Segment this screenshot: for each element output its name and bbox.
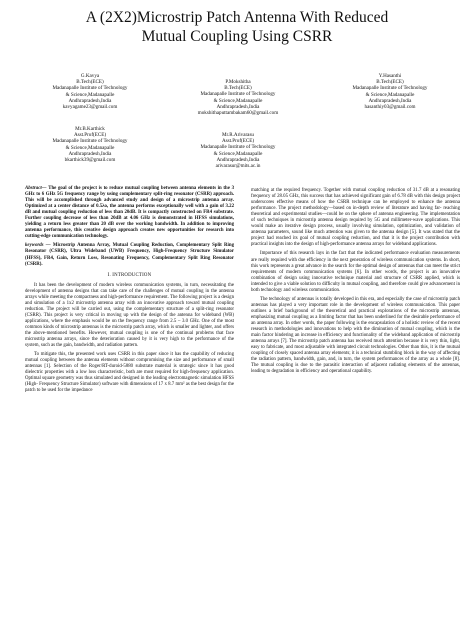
author-dept: B.Tech(ECE) <box>76 79 104 86</box>
right-column <box>251 188 460 378</box>
author-inst: & Science,Madanapalle <box>213 150 263 157</box>
author-name: Mr.B.Karthick <box>75 126 105 132</box>
author-dept: Asst.Prof(ECE) <box>221 138 255 145</box>
author-place: Andhrapradesh,India <box>368 97 412 104</box>
left-column <box>25 186 234 398</box>
author-email: hasanthiy03@gmail.com <box>364 104 416 111</box>
author-inst: & Science,Madanapalle <box>65 91 115 98</box>
keywords-label: keywords — <box>25 243 53 249</box>
author-inst: & Science,Madanapalle <box>365 91 415 98</box>
author-place: Andhrapradesh,India <box>68 97 112 104</box>
author-inst: & Science,Madanapalle <box>65 144 115 151</box>
author-block-3 <box>325 73 455 110</box>
author-email: mokshithaputtambakam60@gmail.com <box>197 110 279 117</box>
abstract-text: The goal of the project is to reduce mutual coupling between antenna elements in the 3 GHz to 6 GHz 5G frequency range by using complementary split-ring resonator (CSRR) approach. This will be accomplished through advanced study and design of a microstrip antenna array. Optimized at a center distance of 0.5λo, the antenna performs exceptionally well with a gain of 3.22 dB and mutual coupling reduction of less than 20dB. It is compactly constructed on FR4 substrate. Further coupling decrease of less than 20dB at 4.06 GHz is demonstrated in HFSS simulations, yielding a return less greater than 20 dB over the working bandwidth. In addition to improving antenna performance, this creative design approach creates new opportunities for research into cutting-edge communication technology. <box>25 186 234 240</box>
author-name: G.Kavya <box>80 73 100 79</box>
author-inst: & Science,Madanapalle <box>213 97 263 104</box>
author-place: Andhrapradesh,India <box>216 103 260 110</box>
paper-title-line-1: A (2X2)Microstrip Patch Antenna With Reduced <box>85 9 389 26</box>
author-inst: Madanapalle Institute of Technology <box>52 138 128 145</box>
author-dept: B.Tech(ECE) <box>376 79 404 86</box>
author-block-5 <box>168 132 308 169</box>
author-inst: Madanapalle Institute of Technology <box>200 144 276 151</box>
author-place: Andhrapradesh,India <box>216 156 260 163</box>
author-dept: B.Tech(ECE) <box>224 85 252 92</box>
author-inst: Madanapalle Institute of Technology <box>352 85 428 92</box>
author-dept: Asst.Prof(ECE) <box>73 132 107 139</box>
keywords-text: Microstrip Antenna Array, Mutual Coupling Reduction, Complementary Split Ring Resonator (CSRR), Ultra Wideband (UWB) Frequency, High-Frequency Structure Simulator (HFSS), FR4, Gain, Return Loss, Resonating Frequency, Complementary Split Ring Resonator (CSRR). <box>25 243 234 267</box>
author-inst: Madanapalle Institute of Technology <box>200 91 276 98</box>
author-name: Mr.R.Arivarasu <box>222 132 254 138</box>
paragraph: The technology of antennas is totally developed in this era, and especially the case of microstrip patch antennas has played a very important role in the development of wireless communication. This paper outlines a brief background of the theoretical and practical explorations of the microstrip antennas, emphasizing mutual coupling as a limiting factor that has been underlined for the desirable performance of an antenna array. In other words, the paper following is the encapsulation of a holistic review of the recent research in methodologies and innovations to help with the diminution of mutual coupling, which is the main factor hindering an increase in efficiency and functionality of the wideband application of microstrip antenna arrays [7]. The microstrip patch antenna has received much attention because it is very thin, light, easy to fabricate, and most adjustable with integrated circuit technologies. Other than this, it is the mutual coupling of closely spaced antenna array elements; it is a technical stumbling block in the way of affecting the radiation pattern, bandwidth, gain, and, in turn, the system performances of the array as a whole [8]. The mutual coupling is due to the parasitic interaction of adjacent radiating elements of the antennas, leading to degradation in efficiency and operational capability. <box>251 296 460 375</box>
author-name: P.Mokshitha <box>225 79 251 85</box>
paper-title-line-2: Mutual Coupling Using CSRR <box>141 28 333 45</box>
keywords <box>25 243 234 267</box>
paragraph: matching at the required frequency. Together with mutual coupling reduction of 31.7 dB at a resonating frequency of 28.05 GHz, this success that has achieved significant gain of 6.78 dB with this design project underscores effective means of how the CSRR technique can be employed to enhance the antenna performance. The project methodology—based on in-depth review of literature and having far- reaching theoretical and experimental studies—could be on the sphere of antenna engineering. The implementation of such techniques in microstrip antenna design required by 5G and millimeter-wave applications. This would make an iterative design process, usually involving simulation, optimization, and validation of antenna parameters, sound like much attention was given to the antenna design [5]. It was stated that the project had reached its goal of mutual coupling reduction, and that it is the project contribution with practical insights into the design of high-performance antenna arrays for wideband applications. <box>251 188 460 248</box>
paragraph: Importance of this research lays in the fact that the indicated performance evaluation measurements are really required with due efficiency in the next generation of wireless communication systems. In short, this work represents a great advance in the search for the optimal design of antennas that can meet the strict requirements of modern communication systems [6]. In other words, the project is an innovative combination of design using innovative technique material and structure of CSRR applied, which is intended to give a viable solution to difficulty in mutual coupling, and therefore could give advancement in both technology and wireless communication. <box>251 251 460 293</box>
author-block-4 <box>25 126 155 163</box>
author-email: arivarasur@mits.ac.in <box>215 163 261 170</box>
author-name: Y.Hasanthi <box>378 73 402 79</box>
abstract-label: Abstract— <box>25 186 49 191</box>
author-email: bkarthick39@gmail.com <box>64 157 116 164</box>
section-heading: I. INTRODUCTION <box>107 272 152 278</box>
author-place: Andhrapradesh,India <box>68 150 112 157</box>
abstract <box>25 186 234 240</box>
author-block-2 <box>168 79 308 116</box>
paragraph: To mitigate this, the presented work uses CSRR in this paper since it has the capability of reducing mutual coupling between the antenna elements without compromising the size and performance of small antennas [1]. Selection of the Roger/RT-duroid-5880 substrate material is strategic since it has good dielectric properties with a low loss characteristic, both are most required for high-frequency application. Optimal square geometry was thus simulated and designed in the leading electromagnetic simulation HFSS (High- Frequency Structure Simulator) software with dimensions of 17 x 8.7 mm² as the best design for the patch to be used for the impedance <box>25 352 234 394</box>
author-block-1 <box>25 73 155 110</box>
author-email: kavyagame23@gmail.com <box>62 104 118 111</box>
paragraph: It has been the development of modern wireless communication systems, in turn, necessitating the development of antenna designs that can take care of the challenges of mutual coupling in the antenna arrays while meeting the compactness and high-performance requirement. The following project is a design and simulation of a 1x2 microstrip antenna array with an innovative approach toward mutual coupling reduction. The project will be carried out, using the complementary structure of a split-ring resonator (CSRR). This project is very critical in moving up with the design of the antenna for wideband (WB) applications, where the emphasis would be on the frequency range from 2.5 – 3.0 GHz. One of the most common kinds of microstrip antennas is the microstrip patch array, which is smaller and lighter, and offers the above-mentioned benefits. However, mutual coupling is one of the continual problems that face microstrip antenna arrays, since the deterioration caused by it is very high to the performance of the system, such as the gain, bandwidth, and radiation pattern. <box>25 282 234 349</box>
author-inst: Madanapalle Institute of Technology <box>52 85 128 92</box>
